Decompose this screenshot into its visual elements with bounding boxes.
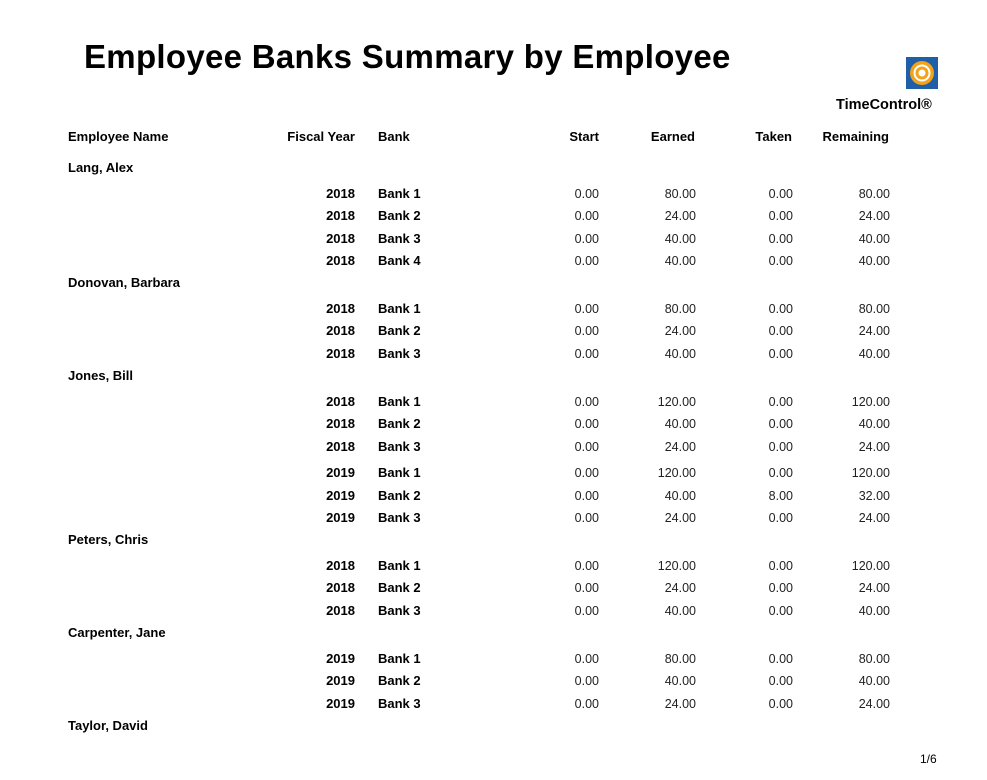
fiscal-year-cell: 2018 (326, 416, 355, 432)
employee-name: Jones, Bill (68, 368, 134, 383)
bank-cell: Bank 3 (378, 695, 421, 711)
bank-cell: Bank 2 (378, 580, 421, 596)
taken-cell: 0.00 (768, 324, 793, 339)
fiscal-year-cell: 2018 (326, 580, 355, 596)
taken-cell: 0.00 (768, 417, 793, 432)
remaining-cell: 120.00 (851, 559, 890, 573)
taken-cell: 0.00 (768, 395, 793, 409)
bank-cell: Bank 3 (378, 510, 421, 525)
start-cell: 0.00 (574, 603, 599, 618)
start-cell: 0.00 (574, 652, 599, 666)
taken-cell: 0.00 (768, 581, 793, 596)
remaining-cell: 120.00 (851, 395, 890, 409)
taken-cell: 0.00 (768, 696, 793, 711)
taken-cell: 0.00 (768, 439, 793, 454)
employee-name: Donovan, Barbara (68, 275, 180, 290)
report-title: Employee Banks Summary by Employee (84, 38, 731, 75)
bank-cell: Bank 3 (378, 602, 421, 618)
brand-name: TimeControl® (836, 97, 932, 113)
fiscal-year-cell: 2018 (326, 208, 355, 224)
header-fiscal-year: Fiscal Year (287, 129, 355, 144)
bank-cell: Bank 2 (378, 323, 421, 339)
bank-cell: Bank 4 (378, 253, 421, 269)
remaining-cell: 40.00 (858, 603, 890, 618)
remaining-cell: 24.00 (858, 324, 890, 339)
bank-cell: Bank 1 (378, 301, 421, 316)
fiscal-year-cell: 2018 (326, 558, 355, 573)
earned-cell: 24.00 (664, 439, 696, 454)
fiscal-year-cell: 2018 (326, 186, 355, 201)
taken-cell: 0.00 (768, 466, 793, 481)
fiscal-year-cell: 2019 (326, 510, 355, 525)
start-cell: 0.00 (574, 466, 599, 481)
fiscal-year-cell: 2018 (326, 602, 355, 618)
earned-cell: 40.00 (664, 231, 696, 246)
start-cell: 0.00 (574, 559, 599, 573)
employee-name: Lang, Alex (68, 160, 134, 175)
header-earned: Earned (650, 129, 695, 144)
fiscal-year-cell: 2018 (326, 323, 355, 339)
fiscal-year-cell: 2018 (326, 301, 355, 316)
remaining-cell: 80.00 (858, 302, 890, 316)
fiscal-year-cell: 2018 (326, 230, 355, 246)
taken-cell: 0.00 (768, 187, 793, 201)
start-cell: 0.00 (574, 302, 599, 316)
header-employee-name: Employee Name (68, 129, 169, 144)
earned-cell: 40.00 (664, 488, 696, 503)
remaining-cell: 40.00 (858, 346, 890, 361)
taken-cell: 0.00 (768, 559, 793, 573)
bank-cell: Bank 2 (378, 416, 421, 432)
remaining-cell: 24.00 (858, 439, 890, 454)
taken-cell: 0.00 (768, 603, 793, 618)
remaining-cell: 120.00 (851, 466, 890, 481)
start-cell: 0.00 (574, 511, 599, 525)
fiscal-year-cell: 2019 (326, 487, 355, 503)
bank-cell: Bank 1 (378, 394, 421, 409)
start-cell: 0.00 (574, 346, 599, 361)
remaining-cell: 24.00 (858, 696, 890, 711)
fiscal-year-cell: 2018 (326, 345, 355, 361)
start-cell: 0.00 (574, 209, 599, 224)
earned-cell: 120.00 (657, 395, 696, 409)
earned-cell: 24.00 (664, 511, 696, 525)
employee-name: Peters, Chris (68, 532, 149, 547)
taken-cell: 0.00 (768, 209, 793, 224)
remaining-cell: 40.00 (858, 417, 890, 432)
taken-cell: 0.00 (768, 302, 793, 316)
earned-cell: 24.00 (664, 324, 696, 339)
earned-cell: 24.00 (664, 581, 696, 596)
earned-cell: 40.00 (664, 254, 696, 269)
header-bank: Bank (378, 129, 410, 144)
fiscal-year-cell: 2019 (326, 465, 355, 481)
timecontrol-logo-icon (906, 57, 938, 89)
remaining-cell: 80.00 (858, 652, 890, 666)
earned-cell: 40.00 (664, 603, 696, 618)
taken-cell: 0.00 (768, 231, 793, 246)
start-cell: 0.00 (574, 187, 599, 201)
earned-cell: 24.00 (664, 696, 696, 711)
bank-cell: Bank 3 (378, 345, 421, 361)
employee-name: Taylor, David (68, 718, 148, 733)
bank-cell: Bank 3 (378, 438, 421, 454)
bank-cell: Bank 2 (378, 673, 421, 689)
remaining-cell: 24.00 (858, 511, 890, 525)
bank-cell: Bank 1 (378, 651, 421, 666)
earned-cell: 120.00 (657, 466, 696, 481)
start-cell: 0.00 (574, 324, 599, 339)
taken-cell: 0.00 (768, 254, 793, 269)
fiscal-year-cell: 2019 (326, 651, 355, 666)
earned-cell: 80.00 (664, 652, 696, 666)
bank-cell: Bank 2 (378, 487, 421, 503)
taken-cell: 0.00 (768, 511, 793, 525)
start-cell: 0.00 (574, 696, 599, 711)
bank-cell: Bank 2 (378, 208, 421, 224)
fiscal-year-cell: 2019 (326, 673, 355, 689)
remaining-cell: 40.00 (858, 674, 890, 689)
remaining-cell: 32.00 (858, 488, 890, 503)
earned-cell: 24.00 (664, 209, 696, 224)
fiscal-year-cell: 2018 (326, 394, 355, 409)
taken-cell: 8.00 (768, 488, 793, 503)
remaining-cell: 40.00 (858, 254, 890, 269)
earned-cell: 40.00 (664, 674, 696, 689)
earned-cell: 40.00 (664, 346, 696, 361)
remaining-cell: 24.00 (858, 209, 890, 224)
start-cell: 0.00 (574, 439, 599, 454)
header-start: Start (569, 129, 599, 144)
start-cell: 0.00 (574, 395, 599, 409)
start-cell: 0.00 (574, 581, 599, 596)
taken-cell: 0.00 (768, 652, 793, 666)
header-remaining: Remaining (822, 129, 889, 144)
taken-cell: 0.00 (768, 674, 793, 689)
fiscal-year-cell: 2019 (326, 695, 355, 711)
start-cell: 0.00 (574, 231, 599, 246)
bank-cell: Bank 1 (378, 186, 421, 201)
earned-cell: 120.00 (657, 559, 696, 573)
bank-cell: Bank 3 (378, 230, 421, 246)
start-cell: 0.00 (574, 488, 599, 503)
remaining-cell: 24.00 (858, 581, 890, 596)
remaining-cell: 80.00 (858, 187, 890, 201)
remaining-cell: 40.00 (858, 231, 890, 246)
start-cell: 0.00 (574, 674, 599, 689)
earned-cell: 80.00 (664, 302, 696, 316)
fiscal-year-cell: 2018 (326, 253, 355, 269)
earned-cell: 40.00 (664, 417, 696, 432)
page-number: 1/6 (920, 752, 937, 766)
earned-cell: 80.00 (664, 187, 696, 201)
bank-cell: Bank 1 (378, 465, 421, 481)
fiscal-year-cell: 2018 (326, 438, 355, 454)
bank-cell: Bank 1 (378, 558, 421, 573)
employee-name: Carpenter, Jane (68, 625, 166, 640)
header-taken: Taken (755, 129, 792, 144)
start-cell: 0.00 (574, 254, 599, 269)
taken-cell: 0.00 (768, 346, 793, 361)
start-cell: 0.00 (574, 417, 599, 432)
